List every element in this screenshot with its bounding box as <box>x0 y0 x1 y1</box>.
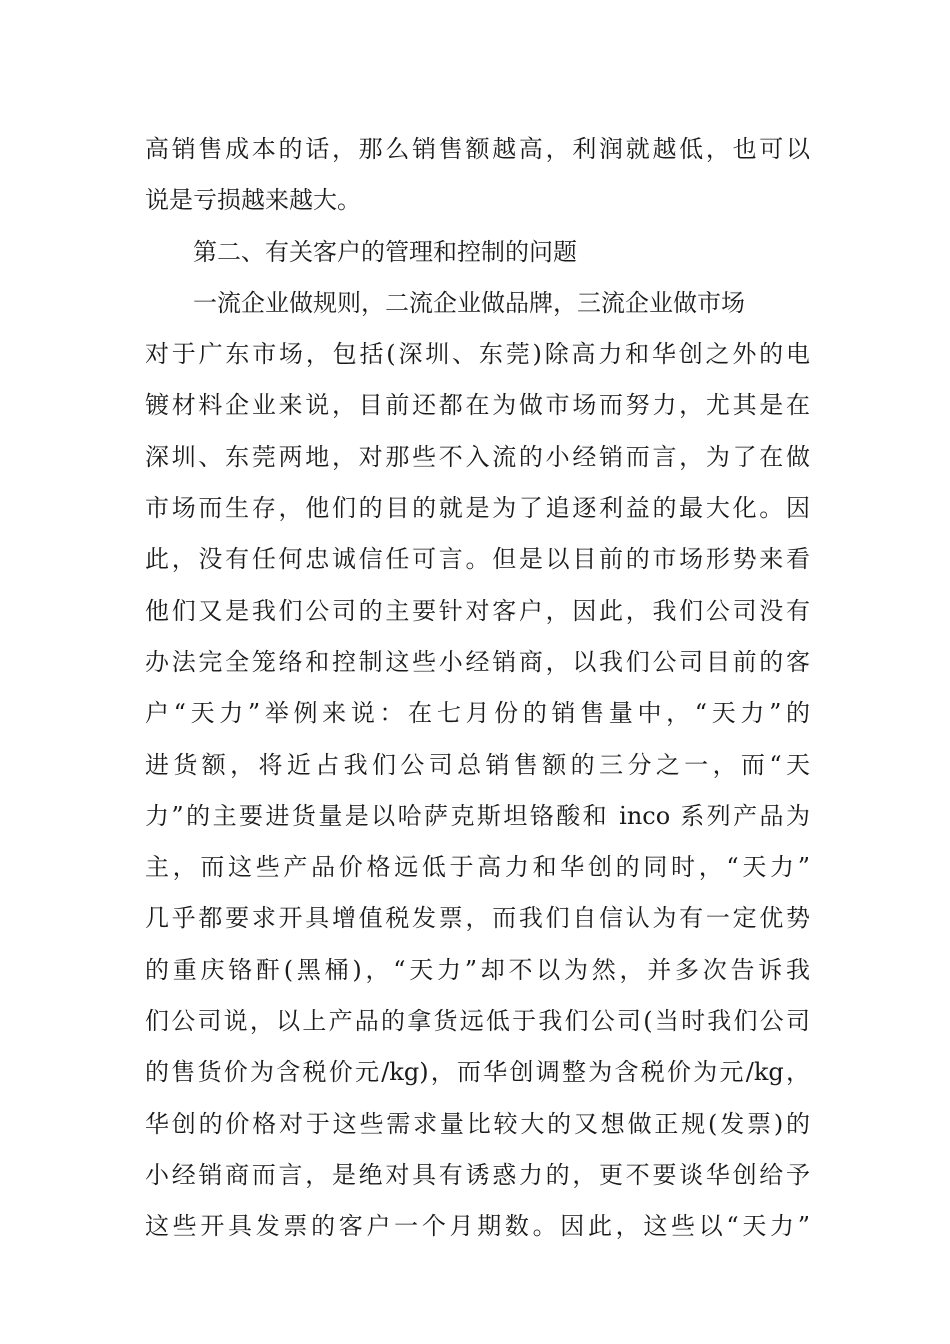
text-line: 华创的价格对于这些需求量比较大的又想做正规(发票)的 <box>145 1109 810 1138</box>
text-line: 市场而生存，他们的目的就是为了追逐利益的最大化。因 <box>145 494 810 523</box>
text-line: 镀材料企业来说，目前还都在为做市场而努力，尤其是在 <box>145 391 810 420</box>
section-heading: 第二、有关客户的管理和控制的问题 <box>193 237 577 266</box>
text-line: 进货额，将近占我们公司总销售额的三分之一，而“天 <box>145 750 810 779</box>
text-line: 们公司说，以上产品的拿货远低于我们公司(当时我们公司 <box>145 1007 810 1036</box>
text-line: 几乎都要求开具增值税发票，而我们自信认为有一定优势 <box>145 904 810 933</box>
text-line: 深圳、东莞两地，对那些不入流的小经销而言，为了在做 <box>145 442 810 471</box>
text-line: 对于广东市场，包括(深圳、东莞)除高力和华创之外的电 <box>145 340 810 369</box>
text-line: 户“天力”举例来说：在七月份的销售量中，“天力”的 <box>145 699 810 728</box>
text-line: 的售货价为含税价元/kg)，而华创调整为含税价为元/kg， <box>145 1058 810 1087</box>
text-line: 高销售成本的话，那么销售额越高，利润就越低，也可以 <box>145 135 810 163</box>
text-line: 说是亏损越来越大。 <box>145 186 361 215</box>
text-line: 的重庆铬酐(黑桶)，“天力”却不以为然，并多次告诉我 <box>145 955 810 984</box>
text-line: 办法完全笼络和控制这些小经销商，以我们公司目前的客 <box>145 647 810 676</box>
text-line: 此，没有任何忠诚信任可言。但是以目前的市场形势来看 <box>145 545 810 574</box>
text-line: 小经销商而言，是绝对具有诱惑力的，更不要谈华创给予 <box>145 1160 810 1189</box>
body-text <box>145 124 810 1253</box>
text-line: 一流企业做规则，二流企业做品牌，三流企业做市场 <box>193 288 745 317</box>
text-line: 这些开具发票的客户一个月期数。因此，这些以“天力” <box>145 1212 810 1241</box>
text-line: 力”的主要进货量是以哈萨克斯坦铬酸和 inco 系列产品为 <box>145 801 810 830</box>
text-line: 他们又是我们公司的主要针对客户，因此，我们公司没有 <box>145 596 810 625</box>
text-line: 主，而这些产品价格远低于高力和华创的同时，“天力” <box>145 853 810 882</box>
